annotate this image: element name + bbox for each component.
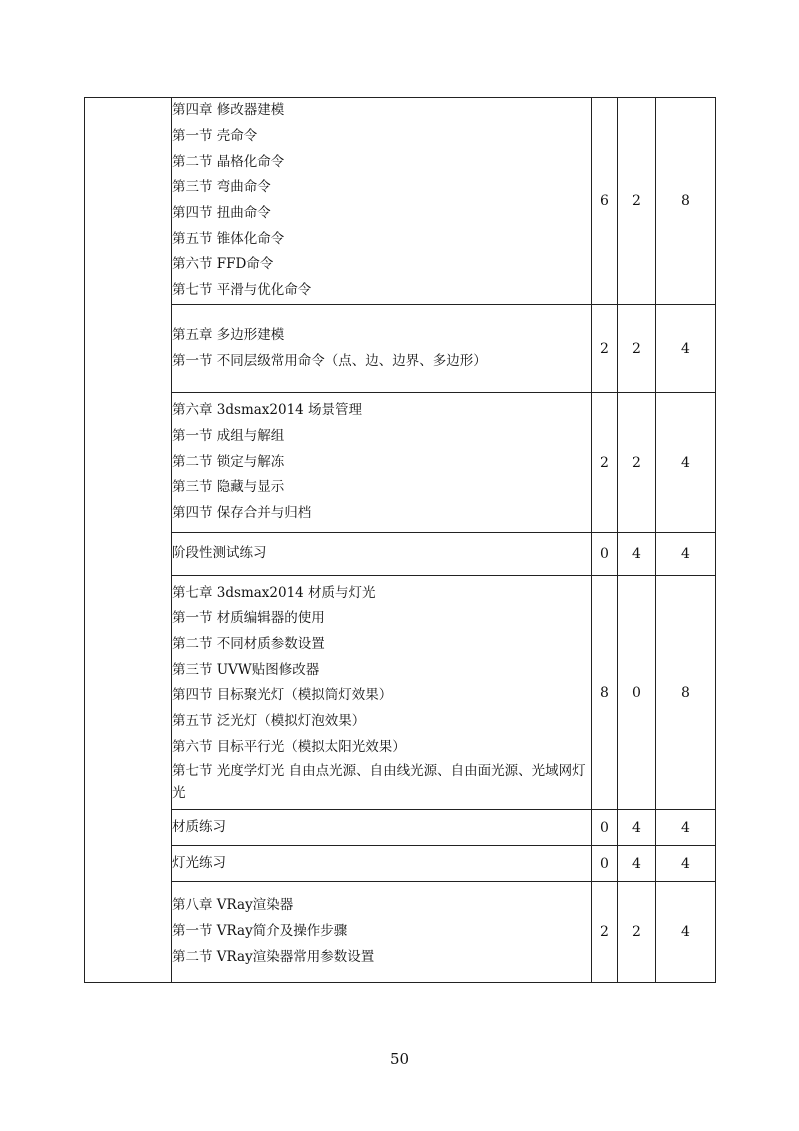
topic-cell <box>172 846 592 882</box>
lecture-hours: 0 <box>592 846 618 882</box>
module-cell <box>85 98 172 983</box>
topic-line: 第七章 3dsmax2014 材质与灯光 <box>172 584 376 601</box>
practice-hours: 2 <box>618 98 656 305</box>
total-hours: 4 <box>656 305 716 393</box>
topic-cell <box>172 393 592 533</box>
practice-hours: 4 <box>618 533 656 576</box>
topic-line: 第三节 UVW贴图修改器 <box>172 661 320 678</box>
practice-hours: 2 <box>618 882 656 983</box>
topic-line: 第六节 目标平行光（模拟太阳光效果） <box>172 738 406 755</box>
total-hours: 4 <box>656 533 716 576</box>
lecture-hours: 2 <box>592 882 618 983</box>
topic-line: 第四节 目标聚光灯（模拟筒灯效果） <box>172 687 393 704</box>
topic-line: 第五节 锥体化命令 <box>172 230 285 247</box>
topic-cell <box>172 576 592 810</box>
topic-line: 第五章 多边形建模 <box>172 326 285 343</box>
total-hours: 4 <box>656 846 716 882</box>
topic-line: 第四节 扭曲命令 <box>172 205 271 221</box>
topic-line: 第六章 3dsmax2014 场景管理 <box>172 402 363 419</box>
topic-line: 第三节 弯曲命令 <box>172 179 271 196</box>
table-row <box>85 98 716 305</box>
topic-line: 第一节 不同层级常用命令（点、边、边界、多边形） <box>172 352 487 369</box>
lecture-hours: 6 <box>592 98 618 305</box>
lecture-hours: 2 <box>592 305 618 393</box>
topic-line: 材质练习 <box>172 818 226 835</box>
topic-line: 第一节 VRay简介及操作步骤 <box>172 923 348 940</box>
topic-line: 第二节 不同材质参数设置 <box>172 635 325 652</box>
practice-hours: 4 <box>618 810 656 846</box>
total-hours: 8 <box>656 576 716 810</box>
topic-line: 第二节 锁定与解冻 <box>172 453 285 470</box>
page-number: 50 <box>389 1050 410 1068</box>
topic-cell <box>172 810 592 846</box>
topic-line: 第七节 平滑与优化命令 <box>172 282 312 299</box>
topic-line: 第七节 光度学灯光 自由点光源、自由线光源、自由面光源、光域网灯光 <box>172 763 586 802</box>
topic-line: 第一节 壳命令 <box>172 127 258 144</box>
table-row <box>85 305 716 393</box>
topic-line: 第四节 保存合并与归档 <box>172 505 312 522</box>
lecture-hours: 0 <box>592 810 618 846</box>
practice-hours: 0 <box>618 576 656 810</box>
table-row <box>85 393 716 533</box>
total-hours: 4 <box>656 882 716 983</box>
topic-line: 第四章 修改器建模 <box>172 102 285 119</box>
topic-cell <box>172 882 592 983</box>
practice-hours: 4 <box>618 846 656 882</box>
practice-hours: 2 <box>618 393 656 533</box>
table-row <box>85 882 716 983</box>
total-hours: 4 <box>656 810 716 846</box>
topic-line: 灯光练习 <box>172 854 226 871</box>
table-row <box>85 846 716 882</box>
total-hours: 4 <box>656 393 716 533</box>
lecture-hours: 8 <box>592 576 618 810</box>
topic-cell <box>172 305 592 393</box>
topic-line: 第二节 晶格化命令 <box>172 153 285 170</box>
topic-line: 阶段性测试练习 <box>172 545 267 562</box>
lecture-hours: 0 <box>592 533 618 576</box>
table-row <box>85 810 716 846</box>
topic-cell <box>172 533 592 576</box>
practice-hours: 2 <box>618 305 656 393</box>
topic-line: 第三节 隐藏与显示 <box>172 479 285 496</box>
topic-line: 第一节 成组与解组 <box>172 427 285 444</box>
table-row <box>85 533 716 576</box>
course-schedule-table <box>84 97 716 983</box>
total-hours: 8 <box>656 98 716 305</box>
topic-cell <box>172 98 592 305</box>
topic-line: 第八章 VRay渲染器 <box>172 897 294 914</box>
topic-line: 第五节 泛光灯（模拟灯泡效果） <box>172 713 366 730</box>
topic-line: 第六节 FFD命令 <box>172 256 274 273</box>
lecture-hours: 2 <box>592 393 618 533</box>
table-row <box>85 576 716 810</box>
schedule-body <box>85 98 716 983</box>
topic-line: 第二节 VRay渲染器常用参数设置 <box>172 948 375 965</box>
topic-line: 第一节 材质编辑器的使用 <box>172 610 325 627</box>
